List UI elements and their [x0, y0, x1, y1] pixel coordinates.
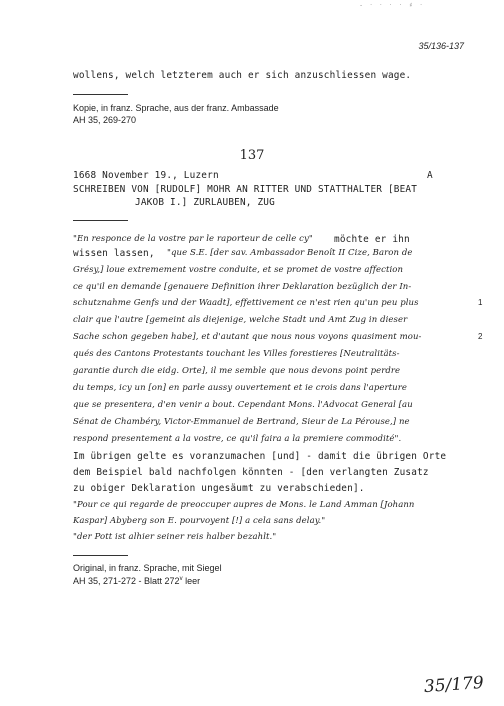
- body-line-17: "Pour ce qui regarde de preoccuper aupres de Mons. le Land Amman [Johann: [73, 500, 415, 510]
- original-source-note-1: Original, in franz. Sprache, mit Siegel: [73, 563, 222, 573]
- separator-line-3: [73, 555, 128, 556]
- body-line-4: ce qu'il en demande [genauere Definition ihrer Deklaration bezüglich der In-: [73, 282, 412, 292]
- original-source-note-2: [73, 576, 200, 586]
- previous-document-closing-line: wollens, welch letzterem auch er sich anzuschliessen wage.: [73, 70, 412, 81]
- body-line-14: Im übrigen gelte es voranzumachen [und] - damit die übrigen Orte: [73, 451, 447, 462]
- previous-source-note-2: AH 35, 269-270: [73, 115, 137, 125]
- body-line-2b: "que S.E. [der sav. Ambassador Benoît II Cize, Baron de: [167, 248, 413, 258]
- body-line-18: Kaspar] Abyberg son E. pourvoyent [!] a cela sans delay.": [73, 516, 326, 526]
- document-title-line-1: SCHREIBEN VON [RUDOLF] MOHR AN RITTER UND STATTHALTER [BEAT: [73, 184, 418, 195]
- body-line-3: Grésy,] loue extremement vostre conduite, et se promet de vostre affection: [73, 265, 404, 275]
- original-source-tail: leer: [182, 576, 201, 586]
- body-line-9: garantie durch die eidg. Orte], il me semble que nous devons point perdre: [73, 366, 401, 376]
- body-line-15: dem Beispiel bald nachfolgen könnten - [den verlangten Zusatz: [73, 467, 429, 478]
- body-line-2: wissen lassen,: [73, 248, 155, 259]
- margin-number-2: 2: [478, 332, 483, 341]
- margin-number-1: 1: [478, 298, 483, 307]
- separator-line-1: [73, 94, 128, 95]
- document-date-place: 1668 November 19., Luzern: [73, 170, 219, 181]
- document-number: 137: [239, 148, 265, 163]
- original-source-ref: AH 35, 271-272 - Blatt 272: [73, 576, 180, 586]
- body-line-1a: "En responce de la vostre par le raporteur de celle cy": [73, 234, 313, 244]
- body-line-7: Sache schon gegeben habe], et d'autant que nous nous voyons quasiment mou-: [73, 332, 422, 342]
- body-line-13: respond presentement a la vostre, ce qu'il faira a la premiere commodité".: [73, 434, 402, 444]
- body-line-6: clair que l'autre [gemeint als diejenige, welche Stadt und Amt Zug in dieser: [73, 315, 408, 325]
- body-line-8: qués des Cantons Protestants touchant les Villes forestieres [Neutralitäts-: [73, 349, 400, 359]
- separator-line-2: [73, 220, 128, 221]
- body-line-19: "der Pott ist alhier seiner reis halber bezahlt.": [73, 532, 277, 542]
- page-reference: 35/136-137: [418, 41, 464, 51]
- document-title-line-2: JAKOB I.] ZURLAUBEN, ZUG: [135, 197, 275, 208]
- scan-artifact-marks: - · · · · ♯ ·: [360, 2, 426, 9]
- previous-source-note-1: Kopie, in franz. Sprache, aus der franz. Ambassade: [73, 103, 279, 113]
- body-line-11: que se presentera, d'en venir a bout. Cependant Mons. l'Advocat General [au: [73, 400, 413, 410]
- body-line-10: du temps, icy un [on] en parle aussy ouvertement et ie crois dans l'aperture: [73, 383, 407, 393]
- document-letter: A: [427, 170, 433, 181]
- handwritten-folio-number: 35/179: [423, 672, 485, 698]
- body-line-1b: möchte er ihn: [334, 234, 410, 245]
- body-line-16: zu obiger Deklaration ungesäumt zu verabschieden].: [73, 483, 365, 494]
- body-line-12: Sénat de Chambéry, Victor-Emmanuel de Bertrand, Sieur de La Pérouse,] ne: [73, 417, 410, 427]
- verso-superscript: v: [179, 576, 183, 582]
- body-line-5: schutznahme Genfs und der Waadt], effettivement ce n'est rien qu'un peu plus: [73, 298, 419, 308]
